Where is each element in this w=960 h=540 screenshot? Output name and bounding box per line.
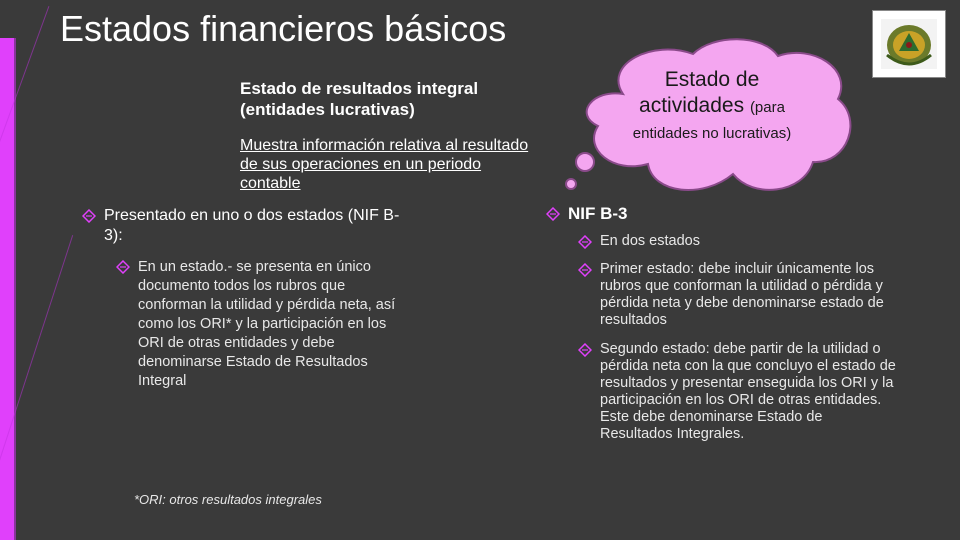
- diamond-outline-icon: [578, 235, 592, 249]
- cloud-line2-small: (para: [749, 99, 785, 116]
- description-text: Muestra información relativa al resultado de sus operaciones en un periodo contable: [240, 137, 529, 192]
- sub-bullet-text: Primer estado: debe incluir únicamente los rubros que conforman la utilidad o pérdida y pérdida neta y debe denominarse estado de resultados: [600, 261, 884, 328]
- cloud-line2-wrap: [612, 93, 812, 120]
- sub-bullet-text: En dos estados: [600, 233, 700, 249]
- heading-estado-resultados: [240, 78, 478, 120]
- bullet-nif-b3: [546, 204, 628, 224]
- cloud-line3: entidades no lucrativas): [632, 125, 792, 142]
- cloud-line2: actividades: [639, 94, 745, 117]
- sub-bullet-un-estado: [116, 258, 412, 391]
- accent-line: [14, 38, 16, 540]
- diamond-outline-icon: [82, 209, 96, 223]
- cloud-text: [612, 66, 812, 143]
- diamond-outline-icon: [546, 207, 560, 221]
- diamond-outline-icon: [578, 343, 592, 357]
- diamond-outline-icon: [116, 260, 130, 274]
- sub-bullet-dos-estados: [578, 233, 908, 250]
- heading-line2: (entidades lucrativas): [240, 100, 415, 119]
- sub-bullet-text: En un estado.- se presenta en único documento todos los rubros que conforman la utilidad y pérdida neta, así como los ORI* y la participación en los ORI de otras entidades y debe denominarse Estado de Resultados Integral: [138, 259, 396, 389]
- bullet-text: NIF B-3: [568, 204, 628, 223]
- accent-bar: [0, 38, 14, 540]
- bullet-presentado: [82, 206, 402, 246]
- heading-line1: Estado de resultados integral: [240, 79, 479, 98]
- diamond-outline-icon: [578, 263, 592, 277]
- sub-bullet-primer-estado: [578, 261, 898, 329]
- bullet-text: Presentado en uno o dos estados (NIF B-3):: [104, 207, 400, 244]
- sub-bullet-text: Segundo estado: debe partir de la utilidad o pérdida neta con la que concluyo el estado de resultados y presentar enseguida los ORI y la participación en los ORI de otras entidades. Este debe denominarse Estado de Resultados Integrales.: [600, 341, 896, 442]
- footnote: *ORI: otros resultados integrales: [134, 492, 322, 507]
- slide-title: Estados financieros básicos: [60, 8, 507, 49]
- crest-logo: [872, 10, 946, 78]
- sub-bullet-segundo-estado: [578, 341, 898, 443]
- cloud-line1: Estado de: [664, 68, 760, 91]
